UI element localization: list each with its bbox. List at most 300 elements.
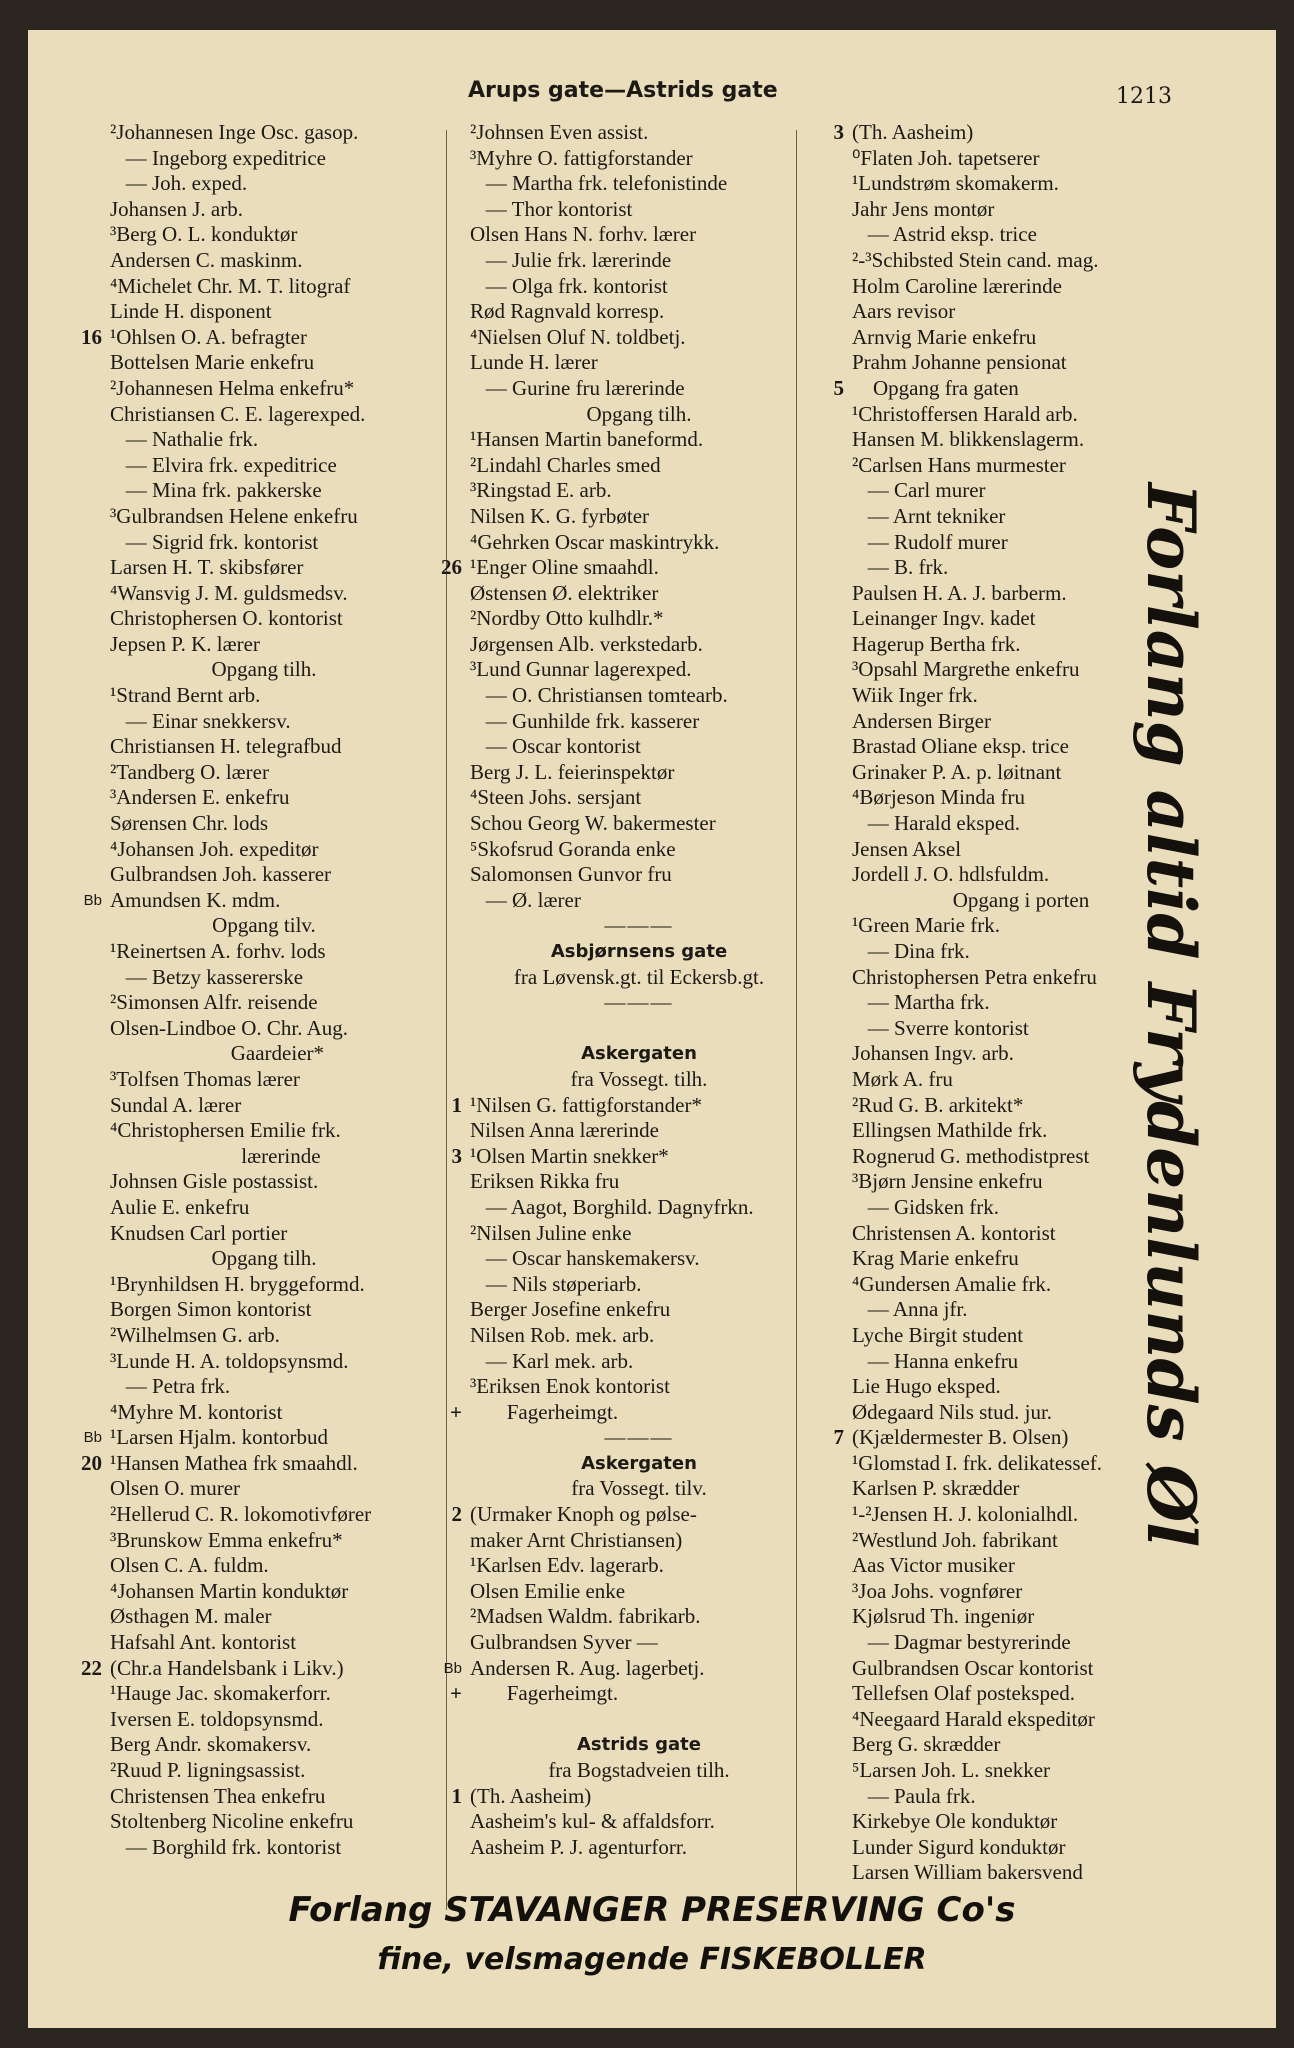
directory-line bbox=[64, 1553, 464, 1579]
directory-line bbox=[64, 1425, 464, 1451]
resident-entry: (Chr.a Handelsbank i Likv.) bbox=[110, 1655, 344, 1680]
directory-line bbox=[806, 1579, 1266, 1605]
directory-line bbox=[64, 581, 464, 607]
resident-entry: (Th. Aasheim) bbox=[470, 1783, 592, 1808]
directory-line bbox=[64, 811, 464, 837]
column-1 bbox=[64, 120, 464, 1860]
house-number: Bb bbox=[83, 1429, 102, 1447]
house-number: 2 bbox=[451, 1502, 462, 1527]
resident-entry: — Gunhilde frk. kasserer bbox=[470, 708, 700, 733]
directory-line bbox=[806, 1835, 1266, 1861]
resident-entry: Holm Caroline lærerinde bbox=[852, 273, 1062, 298]
resident-entry: Berger Josefine enkefru bbox=[470, 1297, 671, 1322]
directory-line bbox=[424, 581, 854, 607]
resident-entry: ¹Lundstrøm skomakerm. bbox=[852, 171, 1059, 196]
directory-line bbox=[64, 1476, 464, 1502]
directory-line bbox=[806, 376, 1266, 402]
directory-line bbox=[64, 1016, 464, 1042]
directory-line bbox=[64, 1323, 464, 1349]
directory-line bbox=[64, 376, 464, 402]
resident-entry: Bottelsen Marie enkefru bbox=[110, 350, 315, 375]
resident-entry: ⁴Steen Johs. sersjant bbox=[470, 785, 642, 810]
directory-line bbox=[424, 1349, 854, 1375]
directory-line bbox=[424, 504, 854, 530]
resident-entry: Lunde H. lærer bbox=[470, 350, 598, 375]
resident-entry: Berg J. L. feierinspektør bbox=[470, 759, 675, 784]
resident-entry: Olsen O. murer bbox=[110, 1476, 241, 1501]
resident-entry: ²Johnsen Even assist. bbox=[470, 120, 649, 144]
resident-entry: — Borghild frk. kontorist bbox=[110, 1834, 342, 1859]
resident-entry: Johansen J. arb. bbox=[110, 196, 243, 221]
directory-line: Opgang i porten bbox=[952, 887, 1090, 912]
resident-entry: Gaardeier* bbox=[110, 1041, 325, 1066]
directory-line bbox=[806, 1553, 1266, 1579]
resident-entry: Rognerud G. methodistprest bbox=[852, 1143, 1090, 1168]
resident-entry: Tellefsen Olaf posteksped. bbox=[852, 1681, 1076, 1706]
resident-entry: Grinaker P. A. p. løitnant bbox=[852, 759, 1062, 784]
page-number: 1213 bbox=[1116, 84, 1172, 109]
directory-line bbox=[64, 1630, 464, 1656]
resident-entry: — Anna jfr. bbox=[852, 1297, 968, 1322]
directory-line bbox=[64, 1272, 464, 1298]
resident-entry: — Nathalie frk. bbox=[110, 427, 259, 452]
resident-entry: ²Lindahl Charles smed bbox=[470, 452, 661, 477]
house-number: 3 bbox=[833, 120, 844, 144]
resident-entry: ¹Reinertsen A. forhv. lods bbox=[110, 939, 326, 963]
house-number: 1 bbox=[451, 1092, 462, 1117]
directory-line: Astrids gate bbox=[576, 1734, 701, 1756]
directory-line bbox=[806, 1758, 1266, 1784]
directory-line bbox=[806, 1630, 1266, 1656]
directory-line bbox=[64, 965, 464, 991]
directory-line bbox=[64, 1502, 464, 1528]
directory-line bbox=[64, 1604, 464, 1630]
resident-entry: — Dina frk. bbox=[852, 939, 970, 963]
resident-entry: Christiansen C. E. lagerexped. bbox=[110, 401, 366, 426]
directory-line: ——— bbox=[604, 990, 674, 1015]
directory-line bbox=[806, 350, 1266, 376]
directory-line bbox=[64, 478, 464, 504]
resident-entry: ³Tolfsen Thomas lærer bbox=[110, 1066, 300, 1091]
directory-line bbox=[64, 1579, 464, 1605]
resident-entry: — Martha frk. telefonistinde bbox=[470, 171, 728, 196]
directory-line bbox=[424, 1297, 854, 1323]
resident-entry: — Aagot, Borghild. Dagnyfrkn. bbox=[470, 1194, 754, 1219]
resident-entry: ³Opsahl Margrethe enkefru bbox=[852, 657, 1080, 682]
directory-line bbox=[64, 1784, 464, 1810]
resident-entry: Gulbrandsen Joh. kasserer bbox=[110, 862, 332, 887]
resident-entry: — Astrid eksp. trice bbox=[852, 222, 1037, 247]
house-number: Bb bbox=[443, 1659, 462, 1677]
resident-entry: Leinanger Ingv. kadet bbox=[852, 606, 1036, 631]
resident-entry: Gulbrandsen Syver — bbox=[470, 1630, 658, 1655]
directory-line: ——— bbox=[604, 913, 674, 938]
resident-entry: — Mina frk. pakkerske bbox=[110, 478, 322, 503]
directory-line bbox=[424, 1579, 854, 1605]
resident-entry: maker Arnt Christiansen) bbox=[470, 1527, 683, 1552]
resident-entry: Christophersen O. kontorist bbox=[110, 606, 343, 631]
resident-entry: (Th. Aasheim) bbox=[852, 120, 974, 144]
resident-entry: — Dagmar bestyrerinde bbox=[852, 1630, 1071, 1655]
directory-line bbox=[64, 222, 464, 248]
vertical-advertisement bbox=[1128, 482, 1214, 1548]
directory-line bbox=[64, 299, 464, 325]
resident-entry: ⁴Johansen Martin konduktør bbox=[110, 1578, 349, 1603]
resident-entry: Aulie E. enkefru bbox=[110, 1194, 250, 1219]
house-number: 1 bbox=[451, 1783, 462, 1808]
resident-entry: ¹Hansen Mathea frk smaahdl. bbox=[110, 1450, 358, 1475]
directory-line bbox=[806, 248, 1266, 274]
directory-line bbox=[806, 274, 1266, 300]
resident-entry: — Hanna enkefru bbox=[852, 1348, 1019, 1373]
directory-line bbox=[64, 1144, 464, 1170]
directory-line bbox=[806, 325, 1266, 351]
directory-line: fra Vossegt. tilv. bbox=[571, 1476, 707, 1501]
directory-line: Opgang tilh. bbox=[586, 401, 692, 426]
directory-line bbox=[64, 709, 464, 735]
directory-line bbox=[64, 1374, 464, 1400]
resident-entry: ³Berg O. L. konduktør bbox=[110, 222, 298, 247]
directory-line bbox=[806, 146, 1266, 172]
directory-line bbox=[806, 1656, 1266, 1682]
resident-entry: Østensen Ø. elektriker bbox=[470, 580, 659, 605]
directory-line bbox=[424, 1169, 854, 1195]
directory-line bbox=[424, 376, 854, 402]
directory-line: fra Bogstadveien tilh. bbox=[548, 1758, 730, 1782]
resident-entry: Stoltenberg Nicoline enkefru bbox=[110, 1809, 354, 1834]
resident-entry: — Oscar kontorist bbox=[470, 734, 641, 759]
resident-entry: ²Carlsen Hans murmester bbox=[852, 452, 1066, 477]
house-number: 26 bbox=[441, 555, 462, 580]
house-number: 3 bbox=[451, 1143, 462, 1168]
directory-line bbox=[424, 197, 854, 223]
directory-line bbox=[64, 1835, 464, 1861]
directory-line bbox=[424, 350, 854, 376]
resident-entry: ³Andersen E. enkefru bbox=[110, 785, 290, 810]
directory-line bbox=[424, 146, 854, 172]
resident-entry: Brastad Oliane eksp. trice bbox=[852, 734, 1069, 759]
directory-line bbox=[806, 1809, 1266, 1835]
directory-line bbox=[424, 760, 854, 786]
resident-entry: Jensen Aksel bbox=[852, 836, 962, 861]
directory-line bbox=[806, 299, 1266, 325]
resident-entry: Nilsen K. G. fyrbøter bbox=[470, 503, 650, 528]
resident-entry: Karlsen P. skrædder bbox=[852, 1476, 1020, 1501]
resident-entry: — Thor kontorist bbox=[470, 196, 633, 221]
resident-entry: (Urmaker Knoph og pølse- bbox=[470, 1502, 697, 1527]
resident-entry: Christiansen H. telegrafbud bbox=[110, 734, 342, 759]
vertical-advertisement-text: Forlang altid Frydenlunds Øl bbox=[1132, 482, 1210, 1548]
directory-line bbox=[64, 1297, 464, 1323]
directory-line bbox=[424, 657, 854, 683]
resident-entry: ¹Christoffersen Harald arb. bbox=[852, 401, 1078, 426]
directory-line bbox=[64, 530, 464, 556]
directory-line bbox=[806, 453, 1266, 479]
resident-entry: Johansen Ingv. arb. bbox=[852, 1041, 1014, 1066]
resident-entry: ³Lunde H. A. toldopsynsmd. bbox=[110, 1348, 349, 1373]
resident-entry: — Olga frk. kontorist bbox=[470, 273, 668, 298]
resident-entry: Wiik Inger frk. bbox=[852, 683, 978, 708]
directory-line bbox=[424, 785, 854, 811]
resident-entry: Aasheim P. J. agenturforr. bbox=[470, 1834, 687, 1859]
directory-line bbox=[64, 683, 464, 709]
resident-entry: ¹Olsen Martin snekker* bbox=[470, 1143, 669, 1168]
resident-entry: ²Ruud P. ligningsassist. bbox=[110, 1758, 306, 1782]
directory-line bbox=[424, 1272, 854, 1298]
directory-line bbox=[806, 1604, 1266, 1630]
directory-line bbox=[64, 504, 464, 530]
resident-entry: ¹-²Jensen H. J. kolonialhdl. bbox=[852, 1502, 1079, 1527]
resident-entry: Kjølsrud Th. ingeniør bbox=[852, 1604, 1035, 1629]
directory-line: ——— bbox=[604, 1425, 674, 1450]
resident-entry: ¹Hauge Jac. skomakerforr. bbox=[110, 1681, 331, 1706]
directory-line bbox=[424, 1656, 854, 1682]
resident-entry: — Julie frk. lærerinde bbox=[470, 247, 672, 272]
directory-line bbox=[64, 402, 464, 428]
resident-entry: Christensen A. kontorist bbox=[852, 1220, 1056, 1245]
directory-line bbox=[64, 1681, 464, 1707]
resident-entry: — Elvira frk. expeditrice bbox=[110, 452, 337, 477]
directory-line bbox=[64, 1707, 464, 1733]
directory-line bbox=[64, 146, 464, 172]
house-number: + bbox=[450, 1681, 462, 1706]
resident-entry: — Carl murer bbox=[852, 478, 986, 503]
resident-entry: ¹Karlsen Edv. lagerarb. bbox=[470, 1553, 664, 1578]
directory-line bbox=[806, 197, 1266, 223]
directory-line bbox=[64, 1349, 464, 1375]
resident-entry: Knudsen Carl portier bbox=[110, 1220, 288, 1245]
resident-entry: Nilsen Rob. mek. arb. bbox=[470, 1322, 655, 1347]
resident-entry: ⁴Nielsen Oluf N. toldbetj. bbox=[470, 324, 686, 349]
directory-line bbox=[424, 1707, 854, 1733]
directory-line bbox=[806, 171, 1266, 197]
resident-entry: — Martha frk. bbox=[852, 990, 990, 1015]
directory-line bbox=[64, 862, 464, 888]
resident-entry: — Arnt tekniker bbox=[852, 503, 1006, 528]
directory-line bbox=[64, 939, 464, 965]
directory-line bbox=[64, 274, 464, 300]
resident-entry: Hafsahl Ant. kontorist bbox=[110, 1630, 297, 1655]
bottom-advertisement-line-2: fine, velsmagende FISKEBOLLER bbox=[377, 1942, 927, 1977]
house-number: 16 bbox=[81, 324, 102, 349]
directory-line bbox=[424, 1016, 854, 1042]
resident-entry: ³Myhre O. fattigforstander bbox=[470, 145, 693, 170]
directory-line bbox=[424, 530, 854, 556]
resident-entry: ²Madsen Waldm. fabrikarb. bbox=[470, 1604, 701, 1629]
resident-entry: ²-³Schibsted Stein cand. mag. bbox=[852, 247, 1099, 272]
house-number: 7 bbox=[833, 1425, 844, 1450]
directory-line: fra Løvensk.gt. til Eckersb.gt. bbox=[513, 964, 765, 989]
directory-line bbox=[64, 1221, 464, 1247]
directory-line bbox=[64, 760, 464, 786]
directory-line bbox=[64, 1093, 464, 1119]
resident-entry: ²Simonsen Alfr. reisende bbox=[110, 990, 318, 1015]
house-number: Bb bbox=[83, 891, 102, 909]
resident-entry: ²Hellerud C. R. lokomotivfører bbox=[110, 1502, 372, 1527]
directory-line bbox=[806, 120, 1266, 146]
resident-entry: Aas Victor musiker bbox=[852, 1553, 1015, 1578]
directory-line bbox=[64, 453, 464, 479]
resident-entry: Ellingsen Mathilde frk. bbox=[852, 1118, 1048, 1143]
resident-entry: Jepsen P. K. lærer bbox=[110, 631, 260, 656]
directory-line bbox=[64, 837, 464, 863]
directory-line: Askergaten bbox=[581, 1043, 697, 1065]
directory-line bbox=[424, 734, 854, 760]
resident-entry: ¹Green Marie frk. bbox=[852, 913, 1000, 938]
directory-line bbox=[424, 1246, 854, 1272]
resident-entry: — Gurine fru lærerinde bbox=[470, 375, 685, 400]
resident-entry: — Sverre kontorist bbox=[852, 1015, 1029, 1040]
directory-line bbox=[424, 683, 854, 709]
directory-line: Opgang tilh. bbox=[211, 1246, 317, 1271]
directory-line: Opgang tilv. bbox=[212, 913, 316, 938]
resident-entry: Christensen Thea enkefru bbox=[110, 1783, 326, 1808]
resident-entry: ³Brunskow Emma enkefru* bbox=[110, 1527, 343, 1552]
column-2 bbox=[424, 120, 854, 1860]
resident-entry: ²Wilhelmsen G. arb. bbox=[110, 1322, 280, 1347]
resident-entry: ¹Glomstad I. frk. delikatessef. bbox=[852, 1450, 1103, 1475]
resident-entry: ³Ringstad E. arb. bbox=[470, 478, 612, 503]
resident-entry: ⁴Myhre M. kontorist bbox=[110, 1399, 283, 1424]
directory-line bbox=[806, 402, 1266, 428]
directory-line bbox=[424, 120, 854, 146]
resident-entry: ²Johannesen Helma enkefru* bbox=[110, 375, 355, 400]
resident-entry: Borgen Simon kontorist bbox=[110, 1297, 312, 1322]
directory-line bbox=[424, 274, 854, 300]
directory-line bbox=[424, 1630, 854, 1656]
resident-entry: Salomonsen Gunvor fru bbox=[470, 862, 672, 887]
directory-line bbox=[806, 222, 1266, 248]
resident-entry: ¹Ohlsen O. A. befragter bbox=[110, 324, 307, 349]
directory-line bbox=[424, 1809, 854, 1835]
directory-line bbox=[64, 1041, 464, 1067]
resident-entry: Linde H. disponent bbox=[110, 299, 272, 324]
resident-entry: Mørk A. fru bbox=[852, 1066, 953, 1091]
resident-entry: Amundsen K. mdm. bbox=[110, 887, 281, 912]
directory-line bbox=[64, 606, 464, 632]
directory-line bbox=[424, 325, 854, 351]
directory-line bbox=[64, 1451, 464, 1477]
resident-entry: Kirkebye Ole konduktør bbox=[852, 1809, 1058, 1834]
resident-entry: ³Gulbrandsen Helene enkefru bbox=[110, 503, 358, 528]
resident-entry: Fagerheimgt. bbox=[470, 1681, 619, 1706]
resident-entry: — Betzy kassererske bbox=[110, 964, 304, 989]
directory-line: fra Vossegt. tilh. bbox=[570, 1066, 708, 1091]
directory-line bbox=[64, 1758, 464, 1784]
directory-line bbox=[424, 709, 854, 735]
directory-line bbox=[424, 1400, 854, 1426]
resident-entry: ²Nordby Otto kulhdlr.* bbox=[470, 606, 664, 631]
resident-entry: ⁴Johansen Joh. expeditør bbox=[110, 836, 319, 861]
resident-entry: Nilsen Anna lærerinde bbox=[470, 1118, 659, 1143]
resident-entry: — Ingeborg expeditrice bbox=[110, 145, 326, 170]
resident-entry: — B. frk. bbox=[852, 555, 949, 580]
resident-entry: lærerinde bbox=[110, 1143, 321, 1168]
directory-line bbox=[424, 1118, 854, 1144]
resident-entry: ⁴Børjeson Minda fru bbox=[852, 785, 1025, 810]
directory-line: Asbjørnsens gate bbox=[550, 941, 728, 962]
directory-line bbox=[424, 453, 854, 479]
resident-entry: Eriksen Rikka fru bbox=[470, 1169, 620, 1194]
directory-line bbox=[64, 990, 464, 1016]
directory-line bbox=[64, 1169, 464, 1195]
directory-line bbox=[424, 1553, 854, 1579]
bottom-advertisement-line-1: Forlang STAVANGER PRESERVING Co's bbox=[288, 1890, 1016, 1930]
directory-line bbox=[424, 171, 854, 197]
resident-entry: ⁴Neegaard Harald ekspeditør bbox=[852, 1706, 1095, 1731]
resident-entry: ¹Strand Bernt arb. bbox=[110, 683, 261, 708]
resident-entry: Olsen C. A. fuldm. bbox=[110, 1553, 269, 1578]
directory-line bbox=[64, 632, 464, 658]
resident-entry: ⁴Wansvig J. M. guldsmedsv. bbox=[110, 580, 348, 605]
resident-entry: Iversen E. toldopsynsmd. bbox=[110, 1706, 324, 1731]
resident-entry: Opgang fra gaten bbox=[852, 375, 1019, 400]
resident-entry: Rød Ragnvald korresp. bbox=[470, 299, 665, 324]
resident-entry: — Harald eksped. bbox=[852, 811, 1020, 836]
directory-line bbox=[806, 1707, 1266, 1733]
resident-entry: Christophersen Petra enkefru bbox=[852, 964, 1097, 989]
resident-entry: — Einar snekkersv. bbox=[110, 708, 291, 733]
resident-entry: — Gidsken frk. bbox=[852, 1194, 999, 1219]
directory-line bbox=[806, 427, 1266, 453]
resident-entry: ²Rud G. B. arkitekt* bbox=[852, 1092, 1024, 1117]
directory-line bbox=[64, 1195, 464, 1221]
resident-entry: Schou Georg W. bakermester bbox=[470, 811, 716, 836]
directory-line bbox=[424, 222, 854, 248]
directory-line bbox=[424, 478, 854, 504]
resident-entry: ⁴Gundersen Amalie frk. bbox=[852, 1271, 1052, 1296]
resident-entry: Jahr Jens montør bbox=[852, 196, 995, 221]
directory-line bbox=[424, 1221, 854, 1247]
directory-line bbox=[64, 427, 464, 453]
directory-line bbox=[424, 248, 854, 274]
house-number: 5 bbox=[833, 375, 844, 400]
resident-entry: ¹Larsen Hjalm. kontorbud bbox=[110, 1425, 328, 1450]
resident-entry: — Nils støperiarb. bbox=[470, 1271, 642, 1296]
directory-line bbox=[64, 555, 464, 581]
resident-entry: Jordell J. O. hdlsfuldm. bbox=[852, 862, 1050, 887]
directory-line bbox=[424, 862, 854, 888]
directory-line bbox=[806, 1784, 1266, 1810]
resident-entry: Larsen William bakersvend bbox=[852, 1860, 1083, 1885]
directory-line bbox=[64, 1656, 464, 1682]
directory-line bbox=[424, 632, 854, 658]
directory-line bbox=[64, 248, 464, 274]
page-header-title: Arups gate—Astrids gate bbox=[468, 78, 778, 103]
directory-line bbox=[806, 1860, 1266, 1886]
resident-entry: Lunder Sigurd konduktør bbox=[852, 1834, 1066, 1859]
directory-line bbox=[424, 427, 854, 453]
resident-entry: Hansen M. blikkenslagerm. bbox=[852, 427, 1085, 452]
resident-entry: ⁴Michelet Chr. M. T. litograf bbox=[110, 273, 351, 298]
house-number: + bbox=[450, 1399, 462, 1424]
resident-entry: ²Westlund Joh. fabrikant bbox=[852, 1527, 1058, 1552]
directory-line bbox=[424, 1093, 854, 1119]
resident-entry: Larsen H. T. skibsfører bbox=[110, 555, 304, 580]
resident-entry: Lie Hugo eksped. bbox=[852, 1374, 1001, 1399]
resident-entry: ⁵Larsen Joh. L. snekker bbox=[852, 1758, 1051, 1782]
resident-entry: Krag Marie enkefru bbox=[852, 1246, 1019, 1271]
directory-line bbox=[64, 888, 464, 914]
resident-entry: ⁴Gehrken Oscar maskintrykk. bbox=[470, 529, 720, 554]
resident-entry: ¹Brynhildsen H. bryggeformd. bbox=[110, 1271, 365, 1296]
house-number: 20 bbox=[81, 1450, 102, 1475]
directory-line bbox=[424, 555, 854, 581]
resident-entry: ³Lund Gunnar lagerexped. bbox=[470, 657, 692, 682]
resident-entry: Andersen R. Aug. lagerbetj. bbox=[470, 1655, 705, 1680]
resident-entry: ³Joa Johs. vognfører bbox=[852, 1578, 1023, 1603]
resident-entry: — Petra frk. bbox=[110, 1374, 231, 1399]
